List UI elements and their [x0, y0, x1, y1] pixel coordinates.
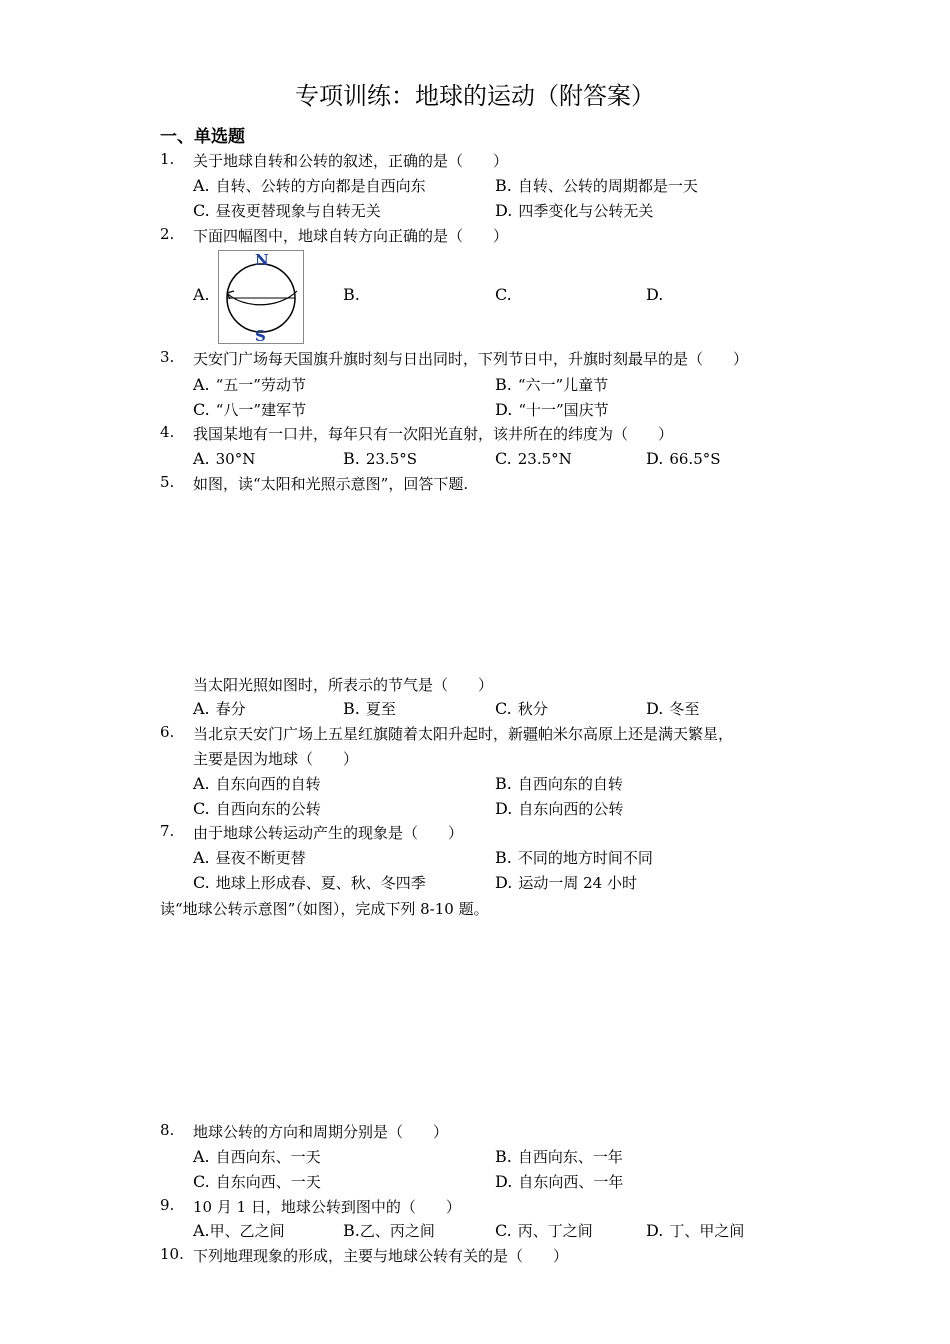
option-label: A. — [193, 449, 210, 468]
option-label: C. — [193, 799, 210, 818]
option-text: 春分 — [215, 700, 246, 718]
option-label: A. — [193, 176, 210, 195]
option-label: A. — [193, 375, 210, 394]
option-label: C. — [193, 201, 210, 220]
q5-option-a[interactable] — [193, 698, 246, 719]
instruction-8-10: 读“地球公转示意图”（如图），完成下列 8-10 题。 — [160, 900, 489, 918]
question-2-number: 2. — [160, 225, 175, 243]
option-text: 自西向东、一年 — [517, 1148, 623, 1166]
option-label: C. — [495, 1221, 512, 1240]
page-title: 专项训练：地球的运动（附答案） — [295, 82, 655, 110]
question-3-number: 3. — [160, 348, 175, 366]
option-label: A. — [193, 285, 210, 304]
option-text: 昼夜不断更替 — [215, 849, 306, 867]
option-text: 运动一周 24 小时 — [518, 874, 637, 892]
q4-option-c[interactable] — [495, 449, 572, 468]
question-2-text: 下面四幅图中，地球自转方向正确的是（ ） — [193, 227, 509, 245]
option-label: C. — [193, 400, 210, 419]
question-4-text: 我国某地有一口井，每年只有一次阳光直射，该井所在的纬度为（ ） — [193, 425, 674, 443]
option-label: A. — [193, 699, 210, 718]
q1-option-d[interactable] — [495, 200, 653, 221]
question-10-number: 10. — [160, 1245, 184, 1263]
option-label: C. — [495, 285, 512, 304]
option-text: 自转、公转的周期都是一天 — [517, 177, 698, 195]
option-label: D. — [495, 799, 513, 818]
q7-option-c[interactable] — [193, 872, 426, 893]
option-label: D. — [646, 699, 664, 718]
option-text: 不同的地方时间不同 — [517, 849, 653, 867]
q9-option-d[interactable] — [646, 1220, 744, 1241]
q2-option-b[interactable] — [343, 285, 366, 304]
option-text: 66.5°S — [669, 450, 721, 468]
question-7-number: 7. — [160, 822, 175, 840]
question-9-number: 9. — [160, 1196, 175, 1214]
option-text: 甲、乙之间 — [209, 1222, 285, 1240]
q1-option-b[interactable] — [495, 175, 698, 196]
question-5-text: 如图，读“太阳和光照示意图”，回答下题. — [193, 475, 469, 493]
q8-option-a[interactable] — [193, 1146, 321, 1167]
q8-option-b[interactable] — [495, 1146, 623, 1167]
option-label: D. — [495, 201, 513, 220]
question-3-text: 天安门广场每天国旗升旗时刻与日出同时，下列节日中，升旗时刻最早的是（ ） — [193, 350, 749, 368]
option-label: D. — [646, 449, 664, 468]
q9-option-b[interactable] — [343, 1220, 435, 1241]
option-label: C. — [193, 873, 210, 892]
q3-option-d[interactable] — [495, 399, 609, 420]
north-label: N — [255, 251, 269, 269]
option-label: A. — [193, 1147, 210, 1166]
option-label: B. — [343, 285, 360, 304]
option-label: D. — [495, 400, 513, 419]
question-10-text: 下列地理现象的形成，主要与地球公转有关的是（ ） — [193, 1247, 569, 1265]
option-text: 23.5°S — [365, 450, 418, 468]
q3-option-c[interactable] — [193, 399, 306, 420]
q9-option-a[interactable] — [193, 1220, 285, 1241]
question-8-text: 地球公转的方向和周期分别是（ ） — [193, 1123, 449, 1141]
option-text: 丙、丁之间 — [517, 1222, 593, 1240]
q3-option-a[interactable] — [193, 374, 306, 395]
q4-option-a[interactable] — [193, 449, 255, 468]
option-label: C. — [495, 449, 512, 468]
option-text: 地球上形成春、夏、秋、冬四季 — [215, 874, 426, 892]
q8-option-d[interactable] — [495, 1171, 623, 1192]
question-7-text: 由于地球公转运动产生的现象是（ ） — [193, 824, 464, 842]
south-label: S — [255, 327, 266, 343]
option-label: B. — [343, 449, 360, 468]
question-6-number: 6. — [160, 723, 175, 741]
option-label: B. — [495, 1147, 512, 1166]
option-label: A. — [193, 774, 210, 793]
option-label: A. — [193, 1221, 210, 1240]
option-text: 自西向东、一天 — [215, 1148, 321, 1166]
q6-option-d[interactable] — [495, 798, 623, 819]
q8-option-c[interactable] — [193, 1171, 321, 1192]
option-label: B. — [343, 699, 360, 718]
option-label: A. — [193, 848, 210, 867]
q2-option-a[interactable] — [193, 285, 216, 304]
q5-option-d[interactable] — [646, 698, 699, 719]
option-text: 自东向西的自转 — [215, 775, 321, 793]
option-text: 四季变化与公转无关 — [518, 202, 654, 220]
q4-option-d[interactable] — [646, 449, 721, 468]
option-text: 自东向西、一年 — [518, 1173, 624, 1191]
option-label: B. — [495, 848, 512, 867]
globe-diagram — [219, 251, 303, 343]
option-label: B. — [495, 774, 512, 793]
option-text: 自东向西的公转 — [518, 800, 624, 818]
question-8-number: 8. — [160, 1121, 175, 1139]
option-text: 丁、甲之间 — [669, 1222, 745, 1240]
q7-option-d[interactable] — [495, 872, 637, 893]
option-text: “十一”国庆节 — [518, 401, 609, 419]
q7-option-a[interactable] — [193, 847, 306, 868]
option-text: 30°N — [215, 450, 256, 468]
q3-option-b[interactable] — [495, 374, 608, 395]
q1-option-c[interactable] — [193, 200, 381, 221]
option-label: B. — [495, 375, 512, 394]
q5-option-b[interactable] — [343, 698, 396, 719]
q2-option-c[interactable] — [495, 285, 518, 304]
option-label: C. — [193, 1172, 210, 1191]
question-1-number: 1. — [160, 150, 175, 168]
q9-option-c[interactable] — [495, 1220, 593, 1241]
option-text: “五一”劳动节 — [215, 376, 306, 394]
earth-rotation-figure — [218, 250, 304, 344]
q5-option-c[interactable] — [495, 698, 548, 719]
q1-option-a[interactable] — [193, 175, 426, 196]
section-heading: 一、单选题 — [160, 127, 245, 147]
option-text: 自东向西、一天 — [215, 1173, 321, 1191]
option-label: D. — [646, 285, 664, 304]
option-text: 自西向东的公转 — [215, 800, 321, 818]
q2-option-d[interactable] — [646, 285, 669, 304]
option-text: 乙、丙之间 — [359, 1222, 435, 1240]
q6-option-a[interactable] — [193, 773, 321, 794]
option-text: 23.5°N — [517, 450, 572, 468]
question-4-number: 4. — [160, 423, 175, 441]
option-text: 夏至 — [365, 700, 396, 718]
option-text: 昼夜更替现象与自转无关 — [215, 202, 381, 220]
option-text: “八一”建军节 — [215, 401, 307, 419]
q4-option-b[interactable] — [343, 449, 417, 468]
option-text: 自西向东的自转 — [517, 775, 623, 793]
question-5-number: 5. — [160, 473, 175, 491]
option-text: “六一”儿童节 — [517, 376, 609, 394]
q6-option-b[interactable] — [495, 773, 623, 794]
option-label: D. — [495, 873, 513, 892]
option-text: 冬至 — [669, 700, 700, 718]
option-label: D. — [646, 1221, 664, 1240]
option-label: C. — [495, 699, 512, 718]
q7-option-b[interactable] — [495, 847, 653, 868]
question-6-text: 当北京天安门广场上五星红旗随着太阳升起时，新疆帕米尔高原上还是满天繁星， — [193, 725, 734, 743]
question-6-text-line2: 主要是因为地球（ ） — [193, 750, 359, 768]
question-5-subtext: 当太阳光照如图时，所表示的节气是（ ） — [193, 676, 494, 694]
option-label: B. — [495, 176, 512, 195]
option-text: 自转、公转的方向都是自西向东 — [215, 177, 426, 195]
option-text: 秋分 — [517, 700, 548, 718]
question-9-text: 10 月 1 日，地球公转到图中的（ ） — [193, 1198, 461, 1216]
option-label: B. — [343, 1221, 360, 1240]
q6-option-c[interactable] — [193, 798, 321, 819]
question-1-text: 关于地球自转和公转的叙述，正确的是（ ） — [193, 152, 509, 170]
option-label: D. — [495, 1172, 513, 1191]
